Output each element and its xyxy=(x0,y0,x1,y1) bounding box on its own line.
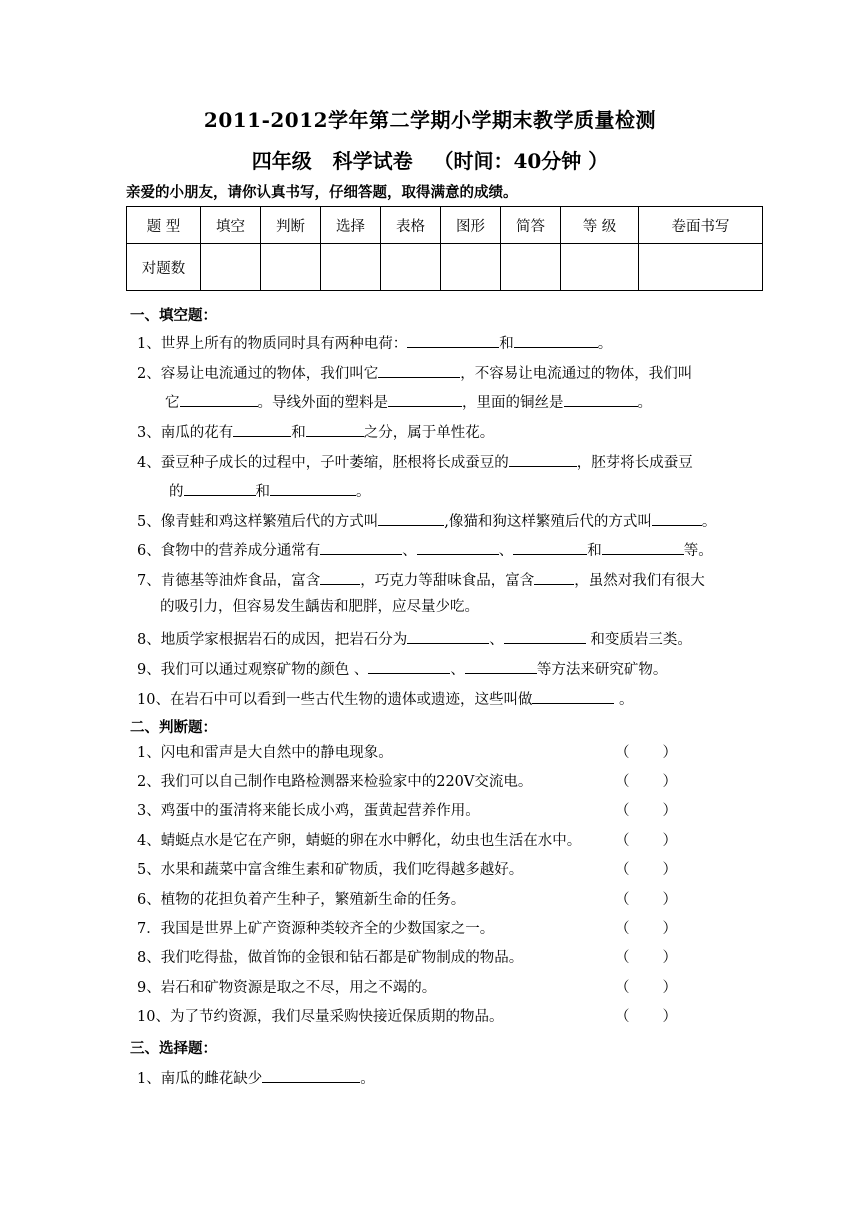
answer-blank[interactable] xyxy=(262,1066,360,1083)
answer-parens[interactable]: （ ） xyxy=(615,833,677,849)
fill-question-7: 7、肯德基等油炸食品，富含 ，巧克力等甜味食品，富含 ，虽然对我们有很大 xyxy=(137,568,705,591)
header-cell: 判断 xyxy=(261,207,321,244)
answer-blank[interactable] xyxy=(602,538,684,555)
header-cell: 卷面书写 xyxy=(639,207,763,244)
header-cell: 表格 xyxy=(381,207,441,244)
section-judge-title: 二、判断题： xyxy=(130,719,217,736)
judge-item: 2、我们可以自己制作电路检测器来检验家中的220V交流电。 xyxy=(137,774,533,790)
score-cell[interactable] xyxy=(501,244,561,291)
answer-blank[interactable] xyxy=(233,420,291,437)
answer-blank[interactable] xyxy=(407,627,489,644)
score-cell[interactable] xyxy=(201,244,261,291)
intro-text: 亲爱的小朋友，请你认真书写，仔细答题，取得满意的成绩。 xyxy=(126,184,518,201)
answer-blank[interactable] xyxy=(407,331,499,348)
answer-blank[interactable] xyxy=(180,390,258,407)
section-choice-title: 三、选择题： xyxy=(130,1040,217,1057)
answer-blank[interactable] xyxy=(270,479,356,496)
judge-item: 8、我们吃得盐，做首饰的金银和钻石都是矿物制成的物品。 xyxy=(137,950,524,966)
header-cell: 选择 xyxy=(321,207,381,244)
fill-question-4-cont: 的 和 。 xyxy=(169,479,371,502)
answer-parens[interactable]: （ ） xyxy=(615,1009,677,1025)
exam-title: 2011-2012学年第二学期小学期末教学质量检测 xyxy=(203,108,657,132)
score-table xyxy=(126,206,763,291)
answer-blank[interactable] xyxy=(534,568,574,585)
fill-question-5: 5、像青蛙和鸡这样繁殖后代的方式叫 ,像猫和狗这样繁殖后代的方式叫 。 xyxy=(137,509,716,532)
answer-parens[interactable]: （ ） xyxy=(615,862,677,878)
section-fill-title: 一、填空题： xyxy=(130,307,217,324)
answer-blank[interactable] xyxy=(504,627,586,644)
judge-item: 10、为了节约资源，我们尽量采购快接近保质期的物品。 xyxy=(137,1009,504,1025)
answer-parens[interactable]: （ ） xyxy=(615,745,677,761)
header-cell: 填空 xyxy=(201,207,261,244)
judge-item: 1、闪电和雷声是大自然中的静电现象。 xyxy=(137,745,393,761)
choice-question-1: 1、南瓜的雌花缺少 。 xyxy=(137,1066,375,1089)
header-cell: 等 级 xyxy=(561,207,639,244)
score-cell[interactable] xyxy=(561,244,639,291)
answer-blank[interactable] xyxy=(306,420,364,437)
judge-item: 7．我国是世界上矿产资源种类较齐全的少数国家之一。 xyxy=(137,921,495,937)
answer-blank[interactable] xyxy=(509,450,577,467)
fill-question-3: 3、南瓜的花有 和 之分，属于单性花。 xyxy=(137,420,494,443)
answer-blank[interactable] xyxy=(184,479,256,496)
answer-blank[interactable] xyxy=(564,390,638,407)
judge-item: 6、植物的花担负着产生种子，繁殖新生命的任务。 xyxy=(137,892,466,908)
answer-blank[interactable] xyxy=(532,687,614,704)
answer-blank[interactable] xyxy=(378,509,444,526)
answer-blank[interactable] xyxy=(652,509,702,526)
score-cell[interactable] xyxy=(321,244,381,291)
answer-blank[interactable] xyxy=(465,657,537,674)
answer-blank[interactable] xyxy=(514,331,598,348)
score-table-count-row xyxy=(127,244,763,291)
judge-item: 9、岩石和矿物资源是取之不尽，用之不竭的。 xyxy=(137,980,437,996)
answer-parens[interactable]: （ ） xyxy=(615,921,677,937)
score-table-header-row xyxy=(127,207,763,244)
score-cell[interactable] xyxy=(261,244,321,291)
judge-item: 5、水果和蔬菜中富含维生素和矿物质，我们吃得越多越好。 xyxy=(137,862,524,878)
judge-item: 4、蜻蜓点水是它在产卵，蜻蜓的卵在水中孵化，幼虫也生活在水中。 xyxy=(137,833,582,849)
answer-blank[interactable] xyxy=(513,538,587,555)
fill-question-9: 9、我们可以通过观察矿物的颜色 、 、 等方法来研究矿物。 xyxy=(137,657,667,680)
answer-blank[interactable] xyxy=(417,538,499,555)
fill-question-6: 6、食物中的营养成分通常有 、 、 和 等。 xyxy=(137,538,713,561)
header-cell: 图形 xyxy=(441,207,501,244)
header-cell: 简答 xyxy=(501,207,561,244)
answer-blank[interactable] xyxy=(320,568,360,585)
score-cell[interactable] xyxy=(381,244,441,291)
header-cell: 题 型 xyxy=(127,207,201,244)
answer-parens[interactable]: （ ） xyxy=(615,950,677,966)
answer-blank[interactable] xyxy=(320,538,402,555)
answer-parens[interactable]: （ ） xyxy=(615,774,677,790)
answer-parens[interactable]: （ ） xyxy=(615,980,677,996)
fill-question-7-cont: 的吸引力，但容易发生龋齿和肥胖，应尽量少吃。 xyxy=(160,599,479,615)
fill-question-2: 2、容易让电流通过的物体，我们叫它 ，不容易让电流通过的物体，我们叫 xyxy=(137,361,692,384)
score-cell[interactable] xyxy=(639,244,763,291)
answer-blank[interactable] xyxy=(388,390,462,407)
judge-item: 3、鸡蛋中的蛋清将来能长成小鸡，蛋黄起营养作用。 xyxy=(137,803,480,819)
answer-blank[interactable] xyxy=(368,657,450,674)
fill-question-4: 4、蚕豆种子成长的过程中，子叶萎缩，胚根将长成蚕豆的 ，胚芽将长成蚕豆 xyxy=(137,450,693,473)
fill-question-10: 10、在岩石中可以看到一些古代生物的遗体或遗迹，这些叫做 。 xyxy=(137,687,634,710)
answer-blank[interactable] xyxy=(378,361,460,378)
fill-question-2-cont: 它 。导线外面的塑料是 ，里面的铜丝是 。 xyxy=(165,390,652,413)
score-cell[interactable] xyxy=(441,244,501,291)
answer-parens[interactable]: （ ） xyxy=(615,892,677,908)
answer-parens[interactable]: （ ） xyxy=(615,803,677,819)
row-label: 对题数 xyxy=(127,244,201,291)
exam-subtitle: 四年级 科学试卷 （时间：40分钟 ） xyxy=(251,149,609,173)
fill-question-1: 1、世界上所有的物质同时具有两种电荷： 和 。 xyxy=(137,331,612,354)
fill-question-8: 8、地质学家根据岩石的成因，把岩石分为 、 和变质岩三类。 xyxy=(137,627,692,650)
